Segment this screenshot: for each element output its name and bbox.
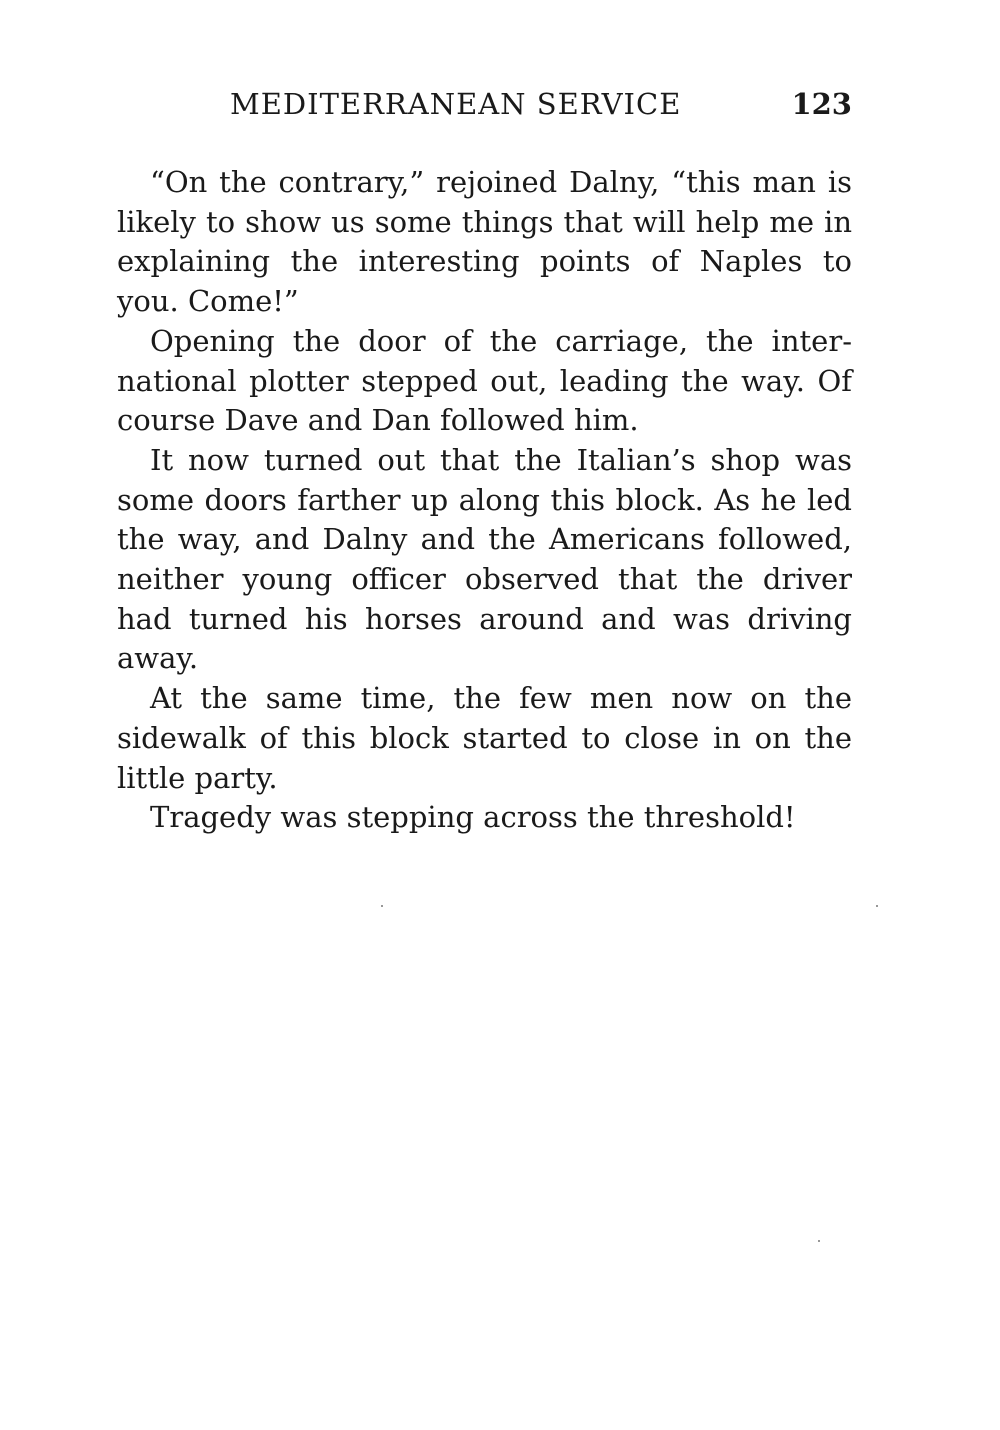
scan-speck [381, 905, 383, 907]
paragraph: Opening the door of the carriage, the international plotter stepped out, leading the way. Of course Dave and Dan followed him. [117, 323, 852, 438]
paragraph: It now turned out that the Italian’s shop was some doors farther up along this block. As he led the way, and Dalny and the Americans followed, neither young officer observed that the driver had turned his horses around and was driving away. [117, 442, 852, 676]
running-title: MEDITERRANEAN SERVICE [230, 87, 682, 121]
page-number: 123 [791, 87, 852, 121]
paragraph: At the same time, the few men now on the sidewalk of this block started to close in on the little party. [117, 681, 852, 795]
body-text [117, 163, 852, 838]
running-head [117, 84, 852, 124]
paragraph: “On the contrary,” rejoined Dalny, “this man is likely to show us some things that will help me in explaining the interesting points of Naples to you. Come!” [117, 165, 852, 319]
paragraph: Tragedy was stepping across the threshold! [150, 800, 796, 835]
scan-speck [876, 905, 878, 907]
scan-speck [818, 1240, 820, 1242]
